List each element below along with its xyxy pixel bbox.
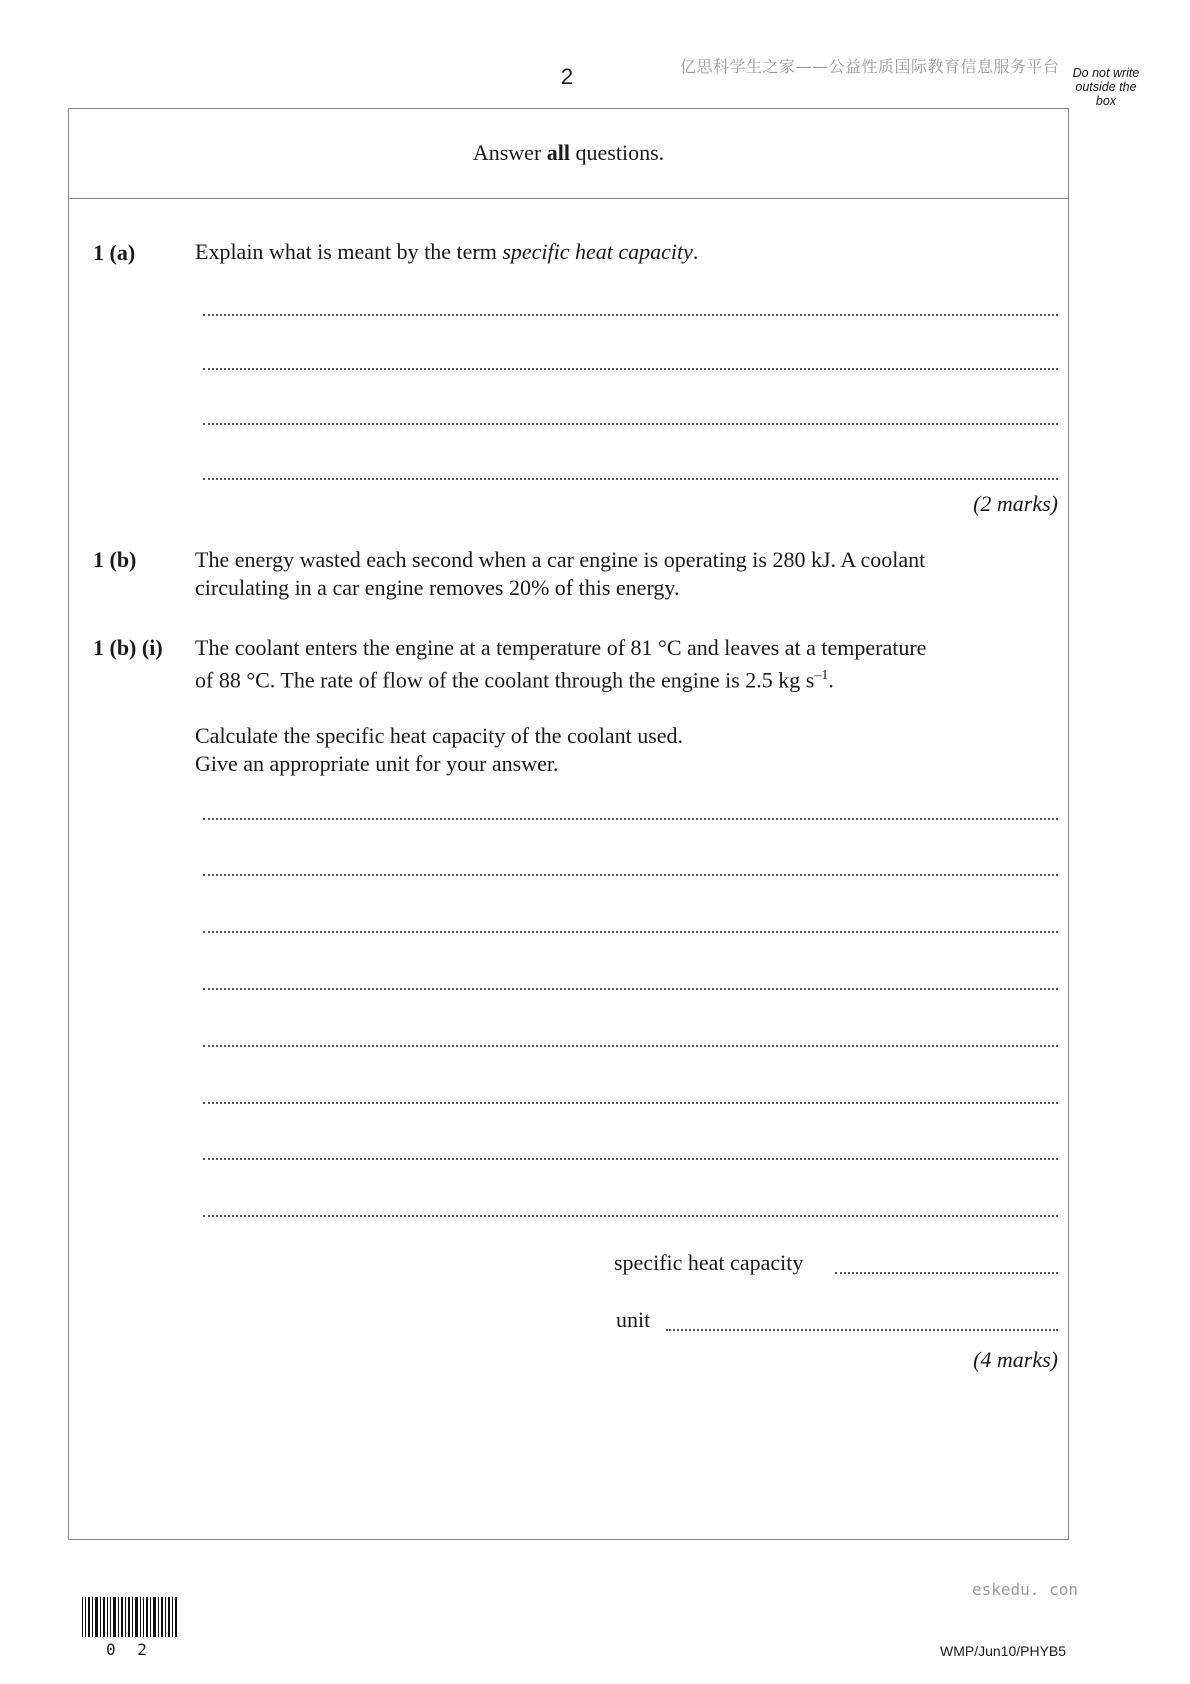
answer-line[interactable] — [203, 874, 1058, 876]
answer-line[interactable] — [203, 818, 1058, 820]
unit-answer-field[interactable] — [666, 1329, 1058, 1331]
question-1a-marks: (2 marks) — [973, 491, 1058, 516]
question-1b-number: 1 (b) — [93, 547, 137, 572]
answer-line[interactable] — [203, 368, 1058, 370]
specific-heat-capacity-label: specific heat capacity — [614, 1250, 804, 1275]
header-divider — [68, 198, 1069, 199]
answer-box-border — [68, 108, 1069, 1540]
unit-label: unit — [616, 1307, 651, 1332]
q1bi-line-4: Give an appropriate unit for your answer. — [195, 751, 559, 777]
instruction-text — [68, 140, 1069, 166]
q1bi-line-2 — [195, 662, 1055, 694]
q1bi-line-1: The coolant enters the engine at a temperature of 81 °C and leaves at a temperature — [195, 635, 927, 660]
barcode-image — [82, 1597, 178, 1637]
question-1b-text — [195, 546, 1055, 602]
question-1bi-number: 1 (b) (i) — [93, 635, 163, 660]
answer-line[interactable] — [203, 988, 1058, 990]
answer-line[interactable] — [203, 314, 1058, 316]
question-1bi-marks: (4 marks) — [973, 1347, 1058, 1372]
q1a-text-after: . — [692, 239, 699, 264]
barcode-digits: 0 2 — [106, 1640, 153, 1659]
q1b-line-1: The energy wasted each second when a car engine is operating is 280 kJ. A coolant — [195, 547, 926, 572]
answer-line[interactable] — [203, 931, 1058, 933]
site-watermark: eskedu. con — [972, 1580, 1078, 1599]
q1a-text-before: Explain what is meant by the term — [195, 239, 503, 264]
answer-line[interactable] — [203, 1102, 1058, 1104]
q1bi-line-3: Calculate the specific heat capacity of the coolant used. — [195, 723, 684, 749]
watermark-text: 亿思科学生之家——公益性质国际教育信息服务平台 — [680, 57, 1060, 76]
question-1bi-text — [195, 634, 1055, 778]
instruction-after: questions. — [570, 140, 665, 165]
question-1a-number: 1 (a) — [93, 240, 136, 265]
instruction-bold: all — [546, 140, 571, 165]
answer-line[interactable] — [203, 478, 1058, 480]
question-1a-text — [195, 238, 1055, 266]
margin-note — [1064, 66, 1148, 108]
paper-reference: WMP/Jun10/PHYB5 — [940, 1643, 1067, 1659]
margin-note-line-2: outside the — [1075, 80, 1137, 94]
answer-line[interactable] — [203, 1158, 1058, 1160]
margin-note-line-3: box — [1095, 94, 1117, 108]
q1b-line-2: circulating in a car engine removes 20% of this energy. — [195, 575, 680, 600]
margin-note-line-1: Do not write — [1072, 66, 1140, 80]
q1bi-line-2-after: . — [828, 667, 834, 693]
answer-line[interactable] — [203, 1045, 1058, 1047]
answer-line[interactable] — [203, 1215, 1058, 1217]
specific-heat-capacity-answer-field[interactable] — [835, 1272, 1058, 1274]
answer-line[interactable] — [203, 423, 1058, 425]
q1bi-line-2-superscript: –1 — [814, 668, 829, 683]
q1bi-line-2-before: of 88 °C. The rate of flow of the coolant through the engine is 2.5 kg s — [195, 667, 815, 693]
page-number: 2 — [560, 64, 574, 89]
instruction-before: Answer — [472, 140, 547, 165]
q1a-text-italic: specific heat capacity — [502, 239, 693, 264]
